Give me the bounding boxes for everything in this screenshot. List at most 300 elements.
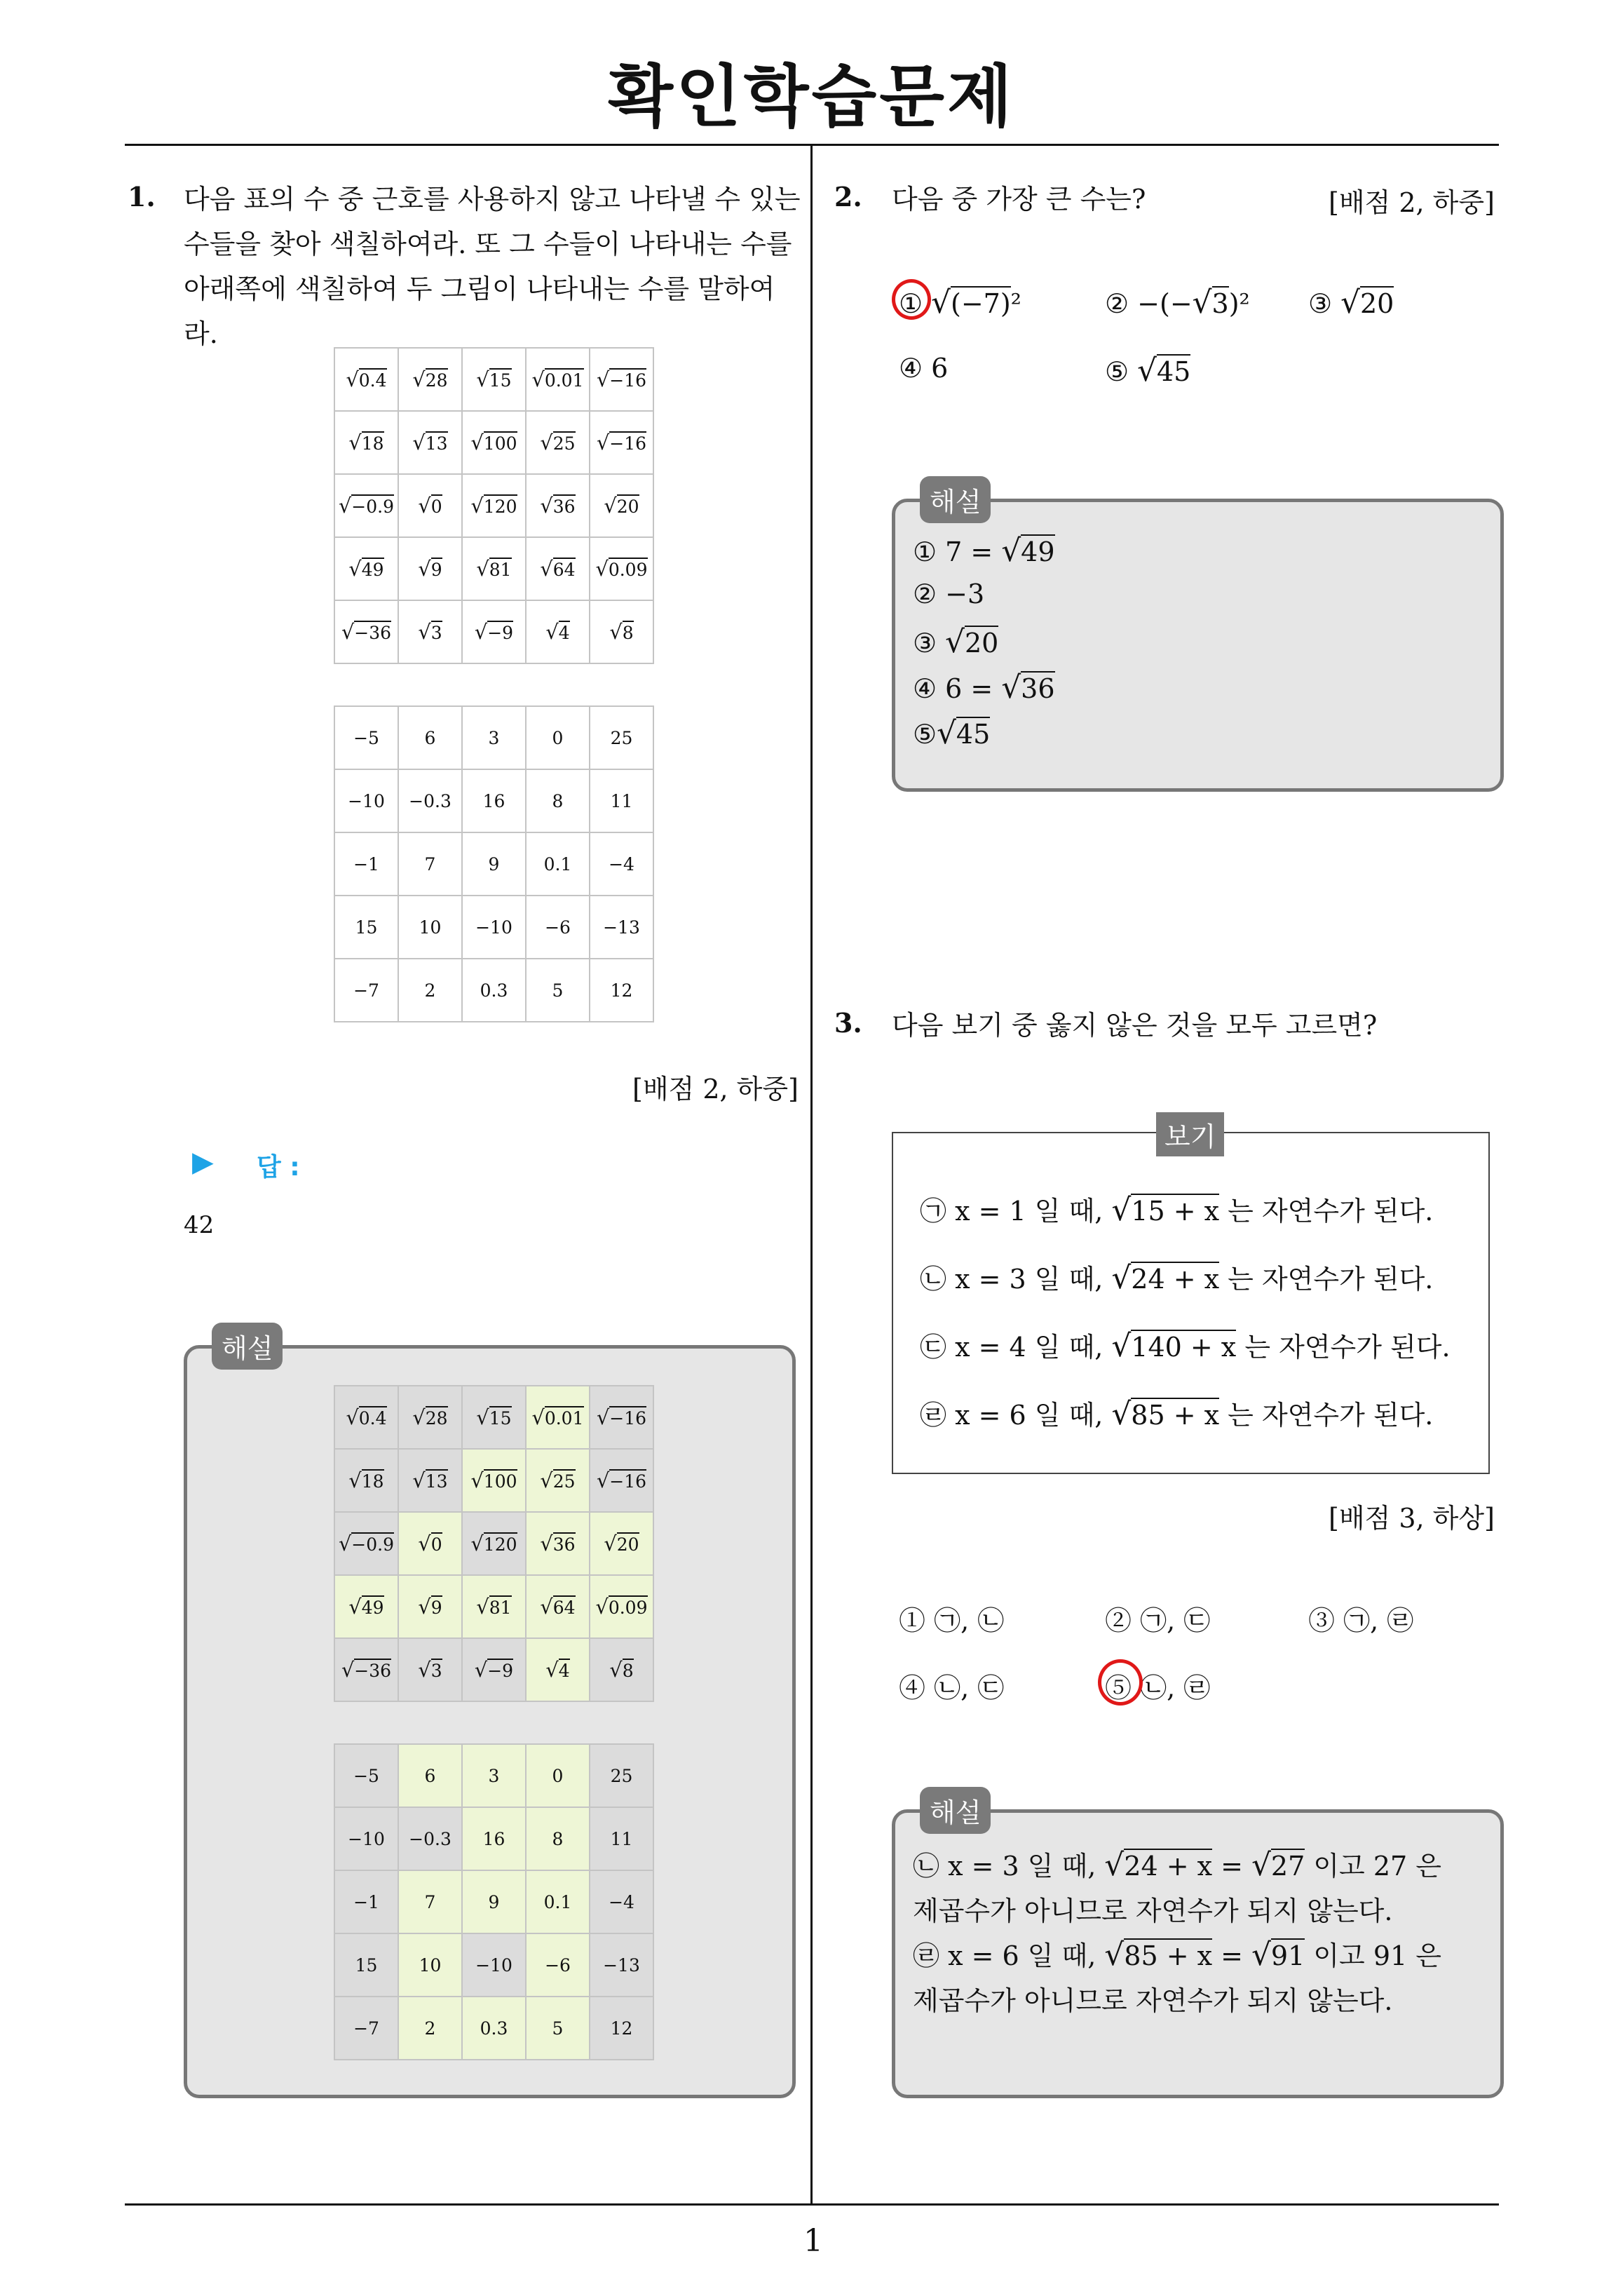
bogi-condition: x = 4 일 때, bbox=[955, 1332, 1112, 1363]
grid-cell-value: √−16 bbox=[596, 1468, 647, 1492]
grid-cell-value: √−16 bbox=[596, 367, 647, 391]
option-sqrt: √20 bbox=[1340, 285, 1394, 320]
option-mark: ② bbox=[1105, 288, 1138, 319]
grid-cell-value: −10 bbox=[348, 790, 385, 811]
column-divider bbox=[810, 145, 813, 2203]
grid-row bbox=[334, 1575, 653, 1638]
bottom-rule bbox=[125, 2203, 1499, 2206]
grid-cell-value: −7 bbox=[353, 2018, 379, 2039]
bogi-tail: 는 자연수가 된다. bbox=[1236, 1332, 1451, 1363]
explanation-sqrt: √24 + x bbox=[1104, 1847, 1213, 1883]
grid-cell bbox=[462, 959, 526, 1022]
grid-cell-value: √−36 bbox=[341, 620, 392, 644]
grid-cell-value: √64 bbox=[540, 1595, 576, 1619]
grid-cell-value: 11 bbox=[610, 790, 633, 811]
grid-cell bbox=[334, 1638, 398, 1701]
grid-cell bbox=[334, 896, 398, 959]
grid-cell-value: 0.1 bbox=[543, 1891, 572, 1912]
grid-cell-value: 6 bbox=[424, 727, 436, 748]
q3-option-5[interactable]: ⑤ ㉡, ㉣ bbox=[1105, 1673, 1211, 1703]
explanation-text: ④ 6 = bbox=[913, 673, 1002, 704]
grid-cell-value: 0.3 bbox=[480, 2018, 508, 2039]
bogi-sqrt: √85 + x bbox=[1111, 1396, 1220, 1432]
q2-option-5[interactable] bbox=[1105, 353, 1190, 389]
grid-cell-value: 5 bbox=[552, 2018, 564, 2039]
grid-cell bbox=[398, 411, 462, 474]
grid-cell-value: √9 bbox=[418, 1595, 442, 1619]
explanation-sqrt: √20 bbox=[945, 624, 999, 660]
grid-cell bbox=[462, 600, 526, 663]
explanation-text: 제곱수가 아니므로 자연수가 되지 않는다. bbox=[913, 1896, 1393, 1926]
grid-cell bbox=[590, 896, 653, 959]
grid-cell bbox=[590, 959, 653, 1022]
grid-cell-value: √120 bbox=[470, 1532, 517, 1555]
grid-cell-value: √−0.9 bbox=[338, 494, 395, 518]
explanation-sqrt: √85 + x bbox=[1104, 1937, 1213, 1973]
grid-cell bbox=[526, 1575, 590, 1638]
q1-text-line: 수들을 찾아 색칠하여라. 또 그 수들이 나타내는 수를 bbox=[184, 229, 792, 259]
grid-cell bbox=[334, 706, 398, 769]
grid-cell bbox=[590, 706, 653, 769]
grid-row bbox=[334, 1449, 653, 1512]
q1-text-line: 다음 표의 수 중 근호를 사용하지 않고 나타낼 수 있는 bbox=[184, 184, 801, 215]
bogi-mark: ㉡ bbox=[920, 1264, 956, 1295]
grid-cell bbox=[590, 1997, 653, 2060]
grid-cell bbox=[334, 1933, 398, 1997]
grid-row bbox=[334, 1638, 653, 1701]
grid-cell bbox=[590, 600, 653, 663]
grid-cell bbox=[462, 474, 526, 537]
grid-cell-value: √20 bbox=[604, 1532, 639, 1555]
grid-cell bbox=[526, 537, 590, 600]
explanation-sqrt: √49 bbox=[1001, 533, 1055, 569]
grid-cell-value: √25 bbox=[540, 1468, 576, 1492]
grid-row bbox=[334, 1870, 653, 1933]
grid-cell-value: √9 bbox=[418, 557, 442, 581]
option-mark: ③ bbox=[1308, 288, 1341, 319]
grid-cell bbox=[462, 348, 526, 411]
explanation-line bbox=[913, 1889, 1488, 1934]
q3-option-2[interactable]: ② ㉠, ㉢ bbox=[1105, 1605, 1211, 1636]
grid-cell-value: √0.4 bbox=[346, 1405, 387, 1429]
grid-cell bbox=[526, 706, 590, 769]
grid-row bbox=[334, 1744, 653, 1807]
grid-cell bbox=[334, 1575, 398, 1638]
grid-cell-value: 15 bbox=[355, 1954, 378, 1976]
grid-cell bbox=[590, 1744, 653, 1807]
grid-cell bbox=[334, 348, 398, 411]
q1-number-grid bbox=[334, 705, 654, 1022]
grid-cell-value: 3 bbox=[488, 1765, 500, 1786]
explanation-text: ① 7 = bbox=[913, 536, 1002, 567]
explanation-line bbox=[913, 624, 1055, 670]
grid-cell-value: √0.09 bbox=[595, 1595, 648, 1619]
grid-cell bbox=[526, 1638, 590, 1701]
explanation-text: 이고 91 은 bbox=[1305, 1940, 1441, 1971]
explanation-line bbox=[913, 579, 1055, 624]
grid-cell bbox=[462, 769, 526, 832]
grid-cell-value: 10 bbox=[419, 1954, 442, 1976]
grid-cell bbox=[526, 1512, 590, 1575]
grid-cell-value: −5 bbox=[353, 1765, 379, 1786]
grid-cell bbox=[526, 896, 590, 959]
option-mark: ⑤ bbox=[1105, 356, 1138, 387]
grid-cell-value: √3 bbox=[418, 1658, 442, 1682]
grid-cell-value: 7 bbox=[424, 1891, 436, 1912]
bogi-tail: 는 자연수가 된다. bbox=[1219, 1196, 1434, 1227]
grid-cell bbox=[398, 1997, 462, 2060]
grid-cell bbox=[462, 1997, 526, 2060]
grid-cell-value: 5 bbox=[552, 980, 564, 1001]
grid-cell bbox=[398, 1512, 462, 1575]
grid-cell-value: 11 bbox=[610, 1828, 633, 1849]
grid-cell-value: √18 bbox=[348, 1468, 384, 1492]
grid-cell bbox=[590, 348, 653, 411]
grid-cell bbox=[398, 896, 462, 959]
grid-cell-value: √49 bbox=[348, 557, 384, 581]
grid-cell-value: √4 bbox=[545, 620, 570, 644]
grid-cell-value: √100 bbox=[470, 431, 517, 454]
q1-sqrt-grid bbox=[334, 347, 654, 664]
grid-cell bbox=[398, 1807, 462, 1870]
grid-cell bbox=[334, 1807, 398, 1870]
grid-cell bbox=[590, 1386, 653, 1449]
explanation-text: ⑤ bbox=[913, 719, 937, 750]
grid-cell-value: 9 bbox=[488, 1891, 500, 1912]
explanation-line bbox=[913, 670, 1055, 715]
grid-cell bbox=[398, 348, 462, 411]
option-mark: ④ bbox=[899, 353, 932, 384]
grid-row bbox=[334, 1997, 653, 2060]
grid-cell bbox=[462, 1575, 526, 1638]
grid-cell-value: −1 bbox=[353, 1891, 379, 1912]
grid-cell bbox=[462, 832, 526, 896]
q3-bogi-tag: 보기 bbox=[1156, 1112, 1224, 1156]
bogi-item bbox=[920, 1393, 1451, 1461]
grid-cell bbox=[526, 1807, 590, 1870]
explanation-text: ③ bbox=[913, 628, 946, 659]
grid-row bbox=[334, 1512, 653, 1575]
q3-option-4[interactable]: ④ ㉡, ㉢ bbox=[899, 1673, 1005, 1703]
grid-cell bbox=[526, 959, 590, 1022]
q1-number-grid-solved bbox=[334, 1743, 654, 2060]
grid-cell bbox=[462, 1870, 526, 1933]
grid-cell bbox=[334, 1386, 398, 1449]
q2-option-4[interactable] bbox=[899, 353, 948, 384]
grid-cell bbox=[462, 1386, 526, 1449]
grid-cell bbox=[334, 1449, 398, 1512]
grid-cell-value: √−36 bbox=[341, 1658, 392, 1682]
grid-cell-value: −13 bbox=[603, 917, 640, 938]
grid-cell bbox=[398, 706, 462, 769]
grid-cell bbox=[590, 769, 653, 832]
grid-cell-value: √36 bbox=[540, 494, 576, 518]
grid-cell bbox=[590, 1575, 653, 1638]
grid-cell bbox=[526, 1386, 590, 1449]
grid-cell-value: √81 bbox=[476, 557, 512, 581]
grid-cell bbox=[590, 1512, 653, 1575]
grid-cell bbox=[334, 769, 398, 832]
grid-cell-value: −0.3 bbox=[409, 790, 451, 811]
grid-cell-value: √0.01 bbox=[531, 367, 584, 391]
grid-cell bbox=[462, 1933, 526, 1997]
grid-cell bbox=[590, 832, 653, 896]
q2-explanation-tag: 해설 bbox=[920, 476, 991, 523]
grid-cell bbox=[462, 1638, 526, 1701]
grid-cell-value: 0.3 bbox=[480, 980, 508, 1001]
grid-cell-value: √−9 bbox=[474, 620, 514, 644]
bogi-condition: x = 3 일 때, bbox=[955, 1264, 1112, 1295]
bogi-item bbox=[920, 1325, 1451, 1393]
option-text: −(− bbox=[1137, 288, 1193, 319]
grid-cell-value: −10 bbox=[475, 917, 512, 938]
explanation-line bbox=[913, 1934, 1488, 1979]
grid-cell bbox=[590, 1870, 653, 1933]
q3-score: [배점 3, 하상] bbox=[1329, 1503, 1495, 1534]
grid-cell-value: √−9 bbox=[474, 1658, 514, 1682]
grid-cell-value: 9 bbox=[488, 853, 500, 874]
explanation-text: = bbox=[1212, 1940, 1252, 1971]
grid-cell-value: √−16 bbox=[596, 1405, 647, 1429]
q1-answer-value: 42 bbox=[184, 1211, 215, 1239]
grid-cell bbox=[398, 959, 462, 1022]
grid-cell-value: √0 bbox=[418, 494, 442, 518]
grid-cell bbox=[462, 706, 526, 769]
grid-cell bbox=[334, 959, 398, 1022]
grid-cell bbox=[334, 600, 398, 663]
grid-cell bbox=[334, 1997, 398, 2060]
page-number: 1 bbox=[803, 2223, 823, 2259]
grid-cell-value: √120 bbox=[470, 494, 517, 518]
explanation-text: 이고 27 은 bbox=[1305, 1851, 1441, 1882]
grid-cell bbox=[398, 1933, 462, 1997]
grid-cell bbox=[334, 474, 398, 537]
q2-score: [배점 2, 하중] bbox=[1329, 187, 1495, 218]
q3-number: 3. bbox=[834, 1007, 862, 1039]
grid-cell-value: 2 bbox=[424, 2018, 436, 2039]
grid-cell-value: −1 bbox=[353, 853, 379, 874]
q1-score: [배점 2, 하중] bbox=[632, 1074, 799, 1105]
grid-cell-value: √−16 bbox=[596, 431, 647, 454]
grid-cell-value: √28 bbox=[412, 367, 448, 391]
grid-cell-value: √4 bbox=[545, 1658, 570, 1682]
grid-cell bbox=[398, 600, 462, 663]
grid-cell bbox=[462, 896, 526, 959]
grid-cell-value: 6 bbox=[424, 1765, 436, 1786]
q1-text bbox=[184, 177, 801, 356]
option-mark: ① bbox=[899, 288, 932, 319]
grid-cell bbox=[526, 474, 590, 537]
grid-cell-value: 16 bbox=[482, 790, 505, 811]
bogi-mark: ㉠ bbox=[920, 1196, 956, 1227]
grid-cell-value: √0.4 bbox=[346, 367, 387, 391]
grid-cell bbox=[526, 1870, 590, 1933]
grid-row bbox=[334, 600, 653, 663]
bogi-sqrt: √140 + x bbox=[1111, 1328, 1237, 1364]
grid-row bbox=[334, 1807, 653, 1870]
grid-row bbox=[334, 1386, 653, 1449]
grid-cell-value: −13 bbox=[603, 1954, 640, 1976]
grid-cell bbox=[462, 1512, 526, 1575]
grid-cell-value: √49 bbox=[348, 1595, 384, 1619]
bogi-item bbox=[920, 1257, 1451, 1325]
grid-cell-value: 7 bbox=[424, 853, 436, 874]
grid-cell bbox=[334, 1870, 398, 1933]
grid-cell-value: 8 bbox=[552, 790, 564, 811]
option-text: 6 bbox=[931, 353, 949, 384]
grid-row bbox=[334, 348, 653, 411]
explanation-text: = bbox=[1212, 1851, 1252, 1882]
grid-row bbox=[334, 411, 653, 474]
grid-cell-value: 8 bbox=[552, 1828, 564, 1849]
grid-cell bbox=[462, 1449, 526, 1512]
grid-cell-value: √81 bbox=[476, 1595, 512, 1619]
q1-answer-label: 답 : bbox=[257, 1153, 300, 1182]
explanation-text: 제곱수가 아니므로 자연수가 되지 않는다. bbox=[913, 1985, 1393, 2016]
grid-cell-value: −7 bbox=[353, 980, 379, 1001]
grid-cell bbox=[398, 1575, 462, 1638]
q2-number: 2. bbox=[834, 181, 862, 212]
bogi-mark: ㉣ bbox=[920, 1400, 956, 1431]
grid-cell-value: √25 bbox=[540, 431, 576, 454]
grid-cell bbox=[334, 1512, 398, 1575]
grid-cell-value: 15 bbox=[355, 917, 378, 938]
q1-number: 1. bbox=[128, 181, 156, 212]
grid-cell-value: 3 bbox=[488, 727, 500, 748]
explanation-text: ② −3 bbox=[913, 579, 985, 609]
grid-cell-value: √13 bbox=[412, 1468, 448, 1492]
grid-cell bbox=[334, 537, 398, 600]
bogi-tail: 는 자연수가 된다. bbox=[1219, 1400, 1434, 1431]
grid-cell bbox=[398, 1638, 462, 1701]
grid-cell bbox=[462, 1744, 526, 1807]
grid-cell-value: −4 bbox=[609, 853, 634, 874]
grid-cell-value: 25 bbox=[610, 727, 633, 748]
grid-cell-value: √64 bbox=[540, 557, 576, 581]
q2-option-3[interactable] bbox=[1308, 285, 1394, 320]
grid-cell bbox=[398, 1386, 462, 1449]
bogi-mark: ㉢ bbox=[920, 1332, 956, 1363]
grid-cell bbox=[398, 1449, 462, 1512]
grid-cell-value: −4 bbox=[609, 1891, 634, 1912]
grid-cell-value: √8 bbox=[609, 1658, 634, 1682]
grid-cell bbox=[590, 1933, 653, 1997]
grid-cell bbox=[526, 600, 590, 663]
grid-cell-value: −6 bbox=[545, 1954, 571, 1976]
q2-explanation-lines bbox=[913, 533, 1055, 761]
grid-row bbox=[334, 537, 653, 600]
explanation-text: ㉡ x = 3 일 때, bbox=[913, 1851, 1105, 1882]
q1-sqrt-grid-solved bbox=[334, 1385, 654, 1702]
q2-text: 다음 중 가장 큰 수는? bbox=[892, 184, 1146, 215]
grid-cell bbox=[398, 1744, 462, 1807]
grid-cell-value: 0.1 bbox=[543, 853, 572, 874]
grid-cell-value: √100 bbox=[470, 1468, 517, 1492]
grid-cell-value: 12 bbox=[610, 2018, 633, 2039]
option-exponent: ² bbox=[1010, 288, 1021, 319]
grid-row bbox=[334, 474, 653, 537]
grid-cell bbox=[334, 1744, 398, 1807]
grid-cell-value: −10 bbox=[475, 1954, 512, 1976]
grid-cell bbox=[526, 411, 590, 474]
grid-cell-value: √13 bbox=[412, 431, 448, 454]
grid-cell bbox=[462, 537, 526, 600]
option-sqrt: √3 bbox=[1192, 285, 1229, 320]
option-sqrt: √(−7) bbox=[931, 285, 1011, 320]
grid-cell-value: √15 bbox=[476, 1405, 512, 1429]
explanation-sqrt: √91 bbox=[1251, 1937, 1305, 1973]
grid-row bbox=[334, 1933, 653, 1997]
bogi-condition: x = 1 일 때, bbox=[955, 1196, 1112, 1227]
grid-cell-value: √0 bbox=[418, 1532, 442, 1555]
grid-row bbox=[334, 769, 653, 832]
explanation-line bbox=[913, 1844, 1488, 1889]
q3-explanation-tag: 해설 bbox=[920, 1787, 991, 1834]
grid-cell bbox=[526, 1449, 590, 1512]
grid-cell bbox=[526, 769, 590, 832]
grid-row bbox=[334, 832, 653, 896]
grid-cell-value: −0.3 bbox=[409, 1828, 451, 1849]
grid-cell-value: 25 bbox=[610, 1765, 633, 1786]
grid-cell-value: 12 bbox=[610, 980, 633, 1001]
explanation-line bbox=[913, 533, 1055, 579]
grid-cell bbox=[590, 474, 653, 537]
grid-cell-value: 2 bbox=[424, 980, 436, 1001]
grid-cell-value: 10 bbox=[419, 917, 442, 938]
q1-text-line: 아래쪽에 색칠하여 두 그림이 나타내는 수를 말하여라. bbox=[184, 274, 775, 349]
grid-cell-value: −5 bbox=[353, 727, 379, 748]
bogi-tail: 는 자연수가 된다. bbox=[1219, 1264, 1434, 1295]
page-title: 확인학습문제 bbox=[608, 58, 1015, 136]
grid-cell bbox=[526, 832, 590, 896]
option-sqrt: √45 bbox=[1137, 353, 1191, 389]
grid-cell bbox=[526, 1933, 590, 1997]
q3-bogi-items bbox=[920, 1189, 1451, 1461]
grid-row bbox=[334, 959, 653, 1022]
q3-option-3[interactable]: ③ ㉠, ㉣ bbox=[1308, 1605, 1414, 1636]
answer-arrow-icon: ▶ bbox=[192, 1146, 214, 1178]
bogi-condition: x = 6 일 때, bbox=[955, 1400, 1112, 1431]
q3-option-1[interactable]: ① ㉠, ㉡ bbox=[899, 1605, 1005, 1636]
grid-cell bbox=[526, 1744, 590, 1807]
grid-cell-value: 16 bbox=[482, 1828, 505, 1849]
grid-cell bbox=[526, 1997, 590, 2060]
bogi-item bbox=[920, 1189, 1451, 1257]
q2-option-2[interactable] bbox=[1105, 285, 1250, 320]
explanation-sqrt: √27 bbox=[1251, 1847, 1305, 1883]
grid-cell-value: √3 bbox=[418, 620, 442, 644]
grid-cell-value: 0 bbox=[552, 727, 564, 748]
grid-cell-value: −6 bbox=[545, 917, 571, 938]
grid-cell-value: √0.09 bbox=[595, 557, 648, 581]
option-text: )² bbox=[1228, 288, 1250, 319]
q2-selected-circle bbox=[892, 279, 931, 320]
explanation-sqrt: √36 bbox=[1001, 670, 1055, 705]
grid-cell bbox=[590, 537, 653, 600]
q3-selected-circle bbox=[1098, 1659, 1143, 1706]
explanation-sqrt: √45 bbox=[937, 715, 991, 751]
grid-cell bbox=[590, 1638, 653, 1701]
grid-cell-value: √28 bbox=[412, 1405, 448, 1429]
grid-cell-value: √36 bbox=[540, 1532, 576, 1555]
bogi-sqrt: √15 + x bbox=[1111, 1192, 1220, 1228]
grid-cell bbox=[526, 348, 590, 411]
grid-cell bbox=[334, 832, 398, 896]
grid-cell bbox=[462, 1807, 526, 1870]
bogi-sqrt: √24 + x bbox=[1111, 1260, 1220, 1296]
q3-explanation-lines bbox=[913, 1844, 1488, 2024]
grid-cell-value: √20 bbox=[604, 494, 639, 518]
